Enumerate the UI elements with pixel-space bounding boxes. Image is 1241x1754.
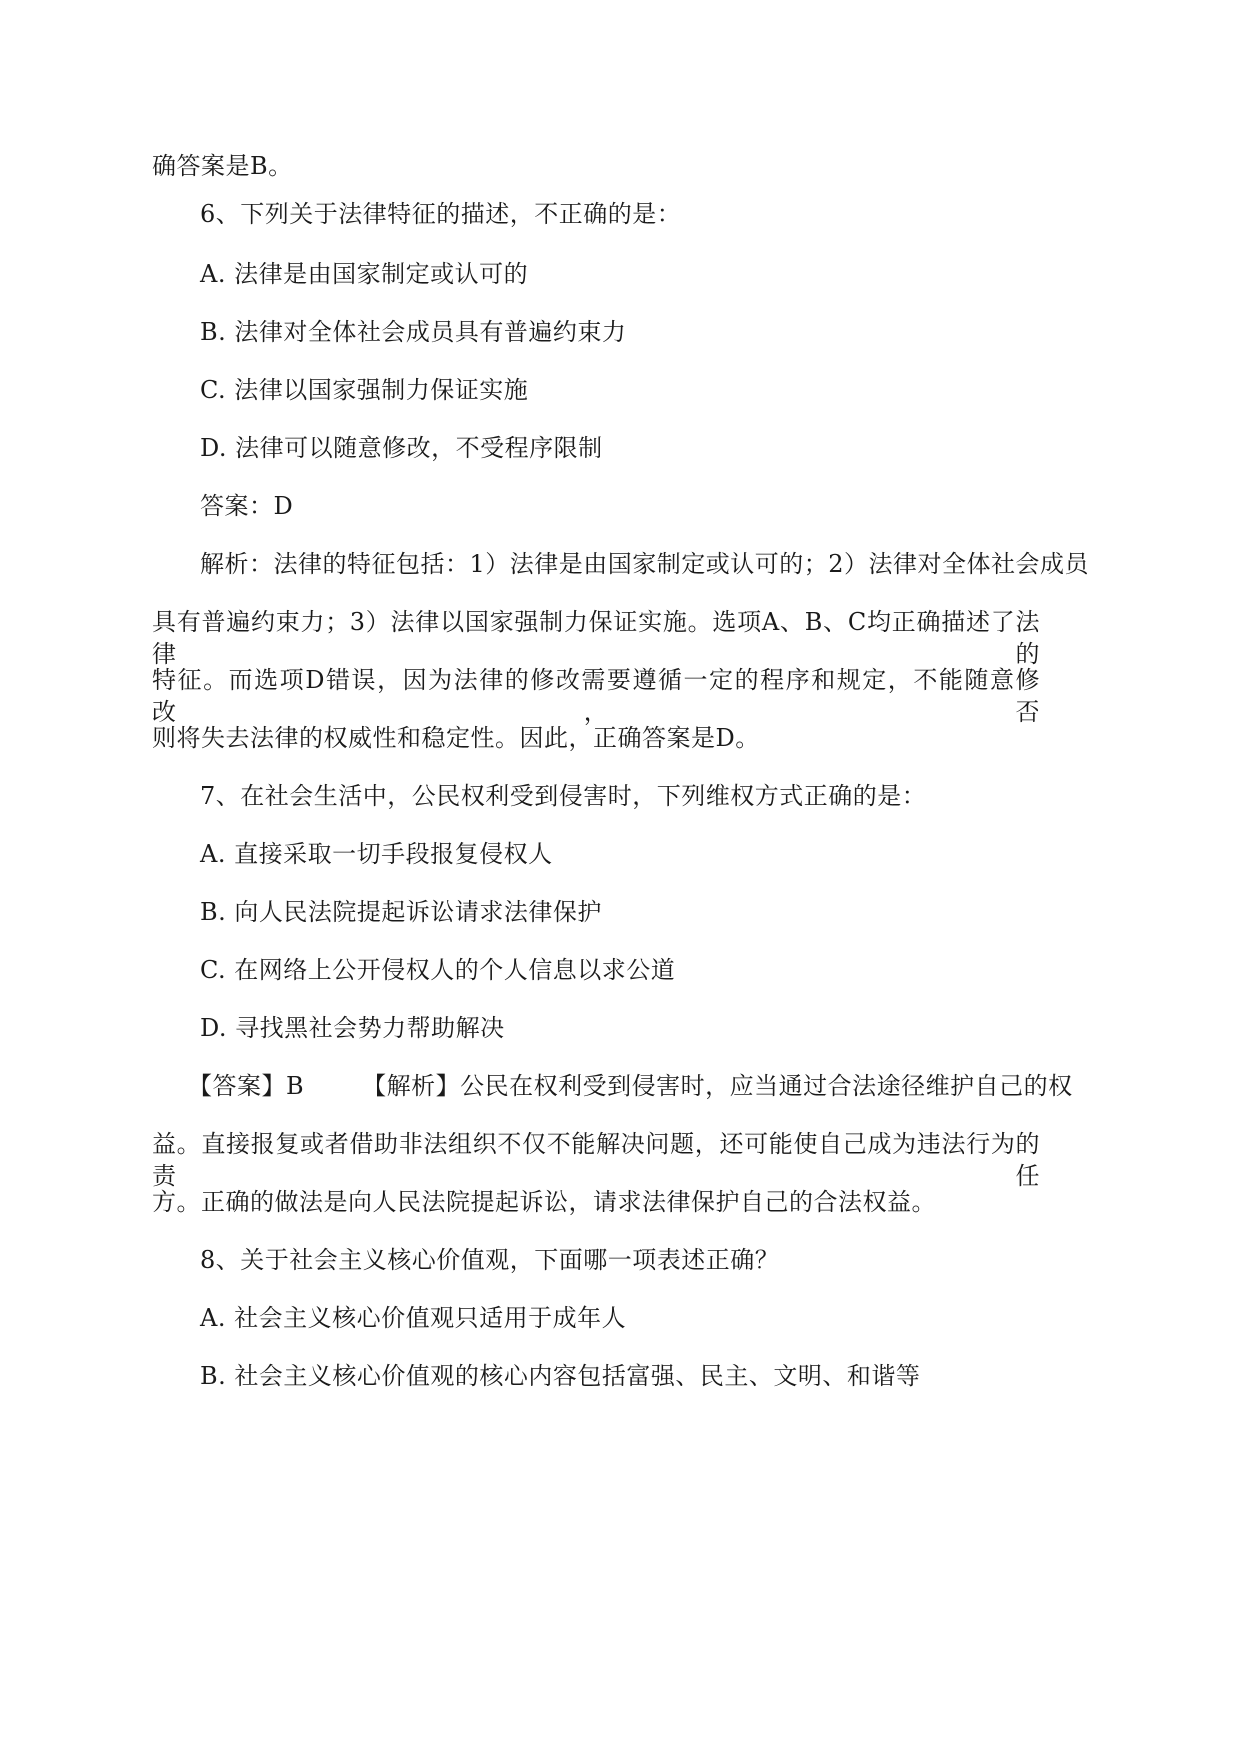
q6-option-a: A. 法律是由国家制定或认可的	[200, 260, 529, 288]
q7-explanation-line-3: 方。正确的做法是向人民法院提起诉讼，请求法律保护自己的合法权益。	[152, 1188, 936, 1216]
q6-explanation-line-3: 特征。而选项D错误，因为法律的修改需要遵循一定的程序和规定，不能随意修改，否	[152, 666, 1040, 726]
q7-explanation-line-2: 益。直接报复或者借助非法组织不仅不能解决问题，还可能使自己成为违法行为的责任	[152, 1130, 1040, 1190]
q7-option-d: D. 寻找黑社会势力帮助解决	[200, 1014, 505, 1042]
q7-option-b: B. 向人民法院提起诉讼请求法律保护	[200, 898, 602, 926]
question-6: 6、下列关于法律特征的描述，不正确的是：	[200, 200, 682, 228]
q8-option-b: B. 社会主义核心价值观的核心内容包括富强、民主、文明、和谐等	[200, 1362, 921, 1390]
q6-explanation-line-2: 具有普遍约束力；3）法律以国家强制力保证实施。选项A、B、C均正确描述了法律的	[152, 608, 1040, 668]
q6-answer: 答案：D	[200, 492, 294, 520]
q6-option-c: C. 法律以国家强制力保证实施	[200, 376, 529, 404]
answer-tail-q5: 确答案是B。	[152, 152, 293, 180]
q7-option-a: A. 直接采取一切手段报复侵权人	[200, 840, 553, 868]
q6-explanation-line-4: 则将失去法律的权威性和稳定性。因此，正确答案是D。	[152, 724, 760, 752]
q6-option-b: B. 法律对全体社会成员具有普遍约束力	[200, 318, 627, 346]
question-7: 7、在社会生活中，公民权利受到侵害时，下列维权方式正确的是：	[200, 782, 927, 810]
q7-explanation-start: 【解析】公民在权利受到侵害时，应当通过合法途径维护自己的权	[362, 1072, 1073, 1100]
q6-option-d: D. 法律可以随意修改，不受程序限制	[200, 434, 603, 462]
question-8: 8、关于社会主义核心价值观，下面哪一项表述正确？	[200, 1246, 780, 1274]
q7-answer: 【答案】B	[188, 1072, 305, 1100]
q8-option-a: A. 社会主义核心价值观只适用于成年人	[200, 1304, 627, 1332]
q7-option-c: C. 在网络上公开侵权人的个人信息以求公道	[200, 956, 676, 984]
q6-explanation-line-1: 解析：法律的特征包括：1）法律是由国家制定或认可的；2）法律对全体社会成员	[200, 550, 1090, 578]
q7-answer-line	[188, 1070, 1073, 1102]
